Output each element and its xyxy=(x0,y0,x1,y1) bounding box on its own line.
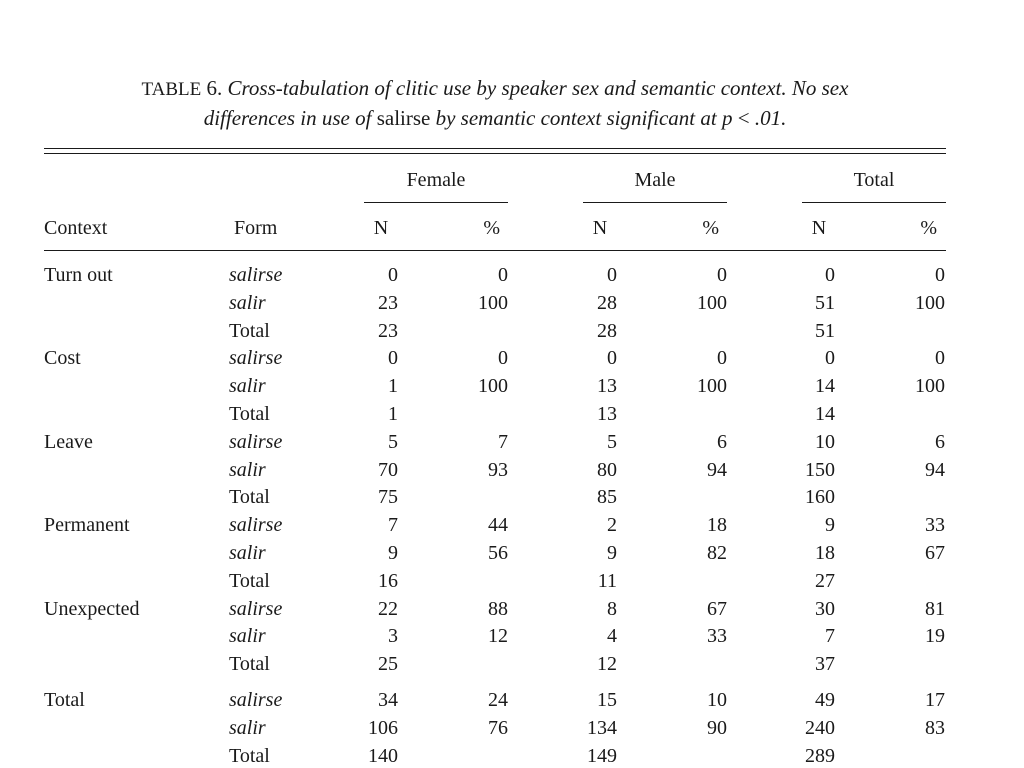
group-rule-male xyxy=(583,202,727,203)
cell-female-pct: 88 xyxy=(488,597,508,620)
cell-female-pct: 0 xyxy=(498,264,508,286)
cell-total-n: 30 xyxy=(815,597,835,620)
cell-male-pct: 82 xyxy=(707,542,727,564)
cell-form: salirse xyxy=(229,430,283,453)
caption-threshold: .01. xyxy=(754,106,787,130)
cell-total-pct: 0 xyxy=(935,347,945,370)
cell-total-n: 49 xyxy=(815,689,835,711)
cell-male-pct: 67 xyxy=(707,597,727,620)
cell-male-n: 0 xyxy=(607,264,617,286)
cell-male-n: 8 xyxy=(607,597,617,620)
cell-form: salir xyxy=(229,375,266,398)
cell-context: Cost xyxy=(44,347,81,370)
cell-male-n: 11 xyxy=(597,569,617,592)
cell-male-n: 134 xyxy=(587,716,617,739)
cell-female-pct: 100 xyxy=(478,375,508,398)
cell-total-n: 150 xyxy=(805,458,835,481)
cell-female-pct: 76 xyxy=(488,716,508,739)
cell-total-pct: 83 xyxy=(925,716,945,739)
header-rule xyxy=(44,250,946,251)
cell-female-n: 5 xyxy=(388,430,398,453)
cell-total-pct: 100 xyxy=(915,375,945,398)
col-header-n-total: N xyxy=(811,217,827,239)
cell-total-n: 27 xyxy=(815,569,835,592)
cell-total-n: 37 xyxy=(815,653,835,676)
cell-male-n: 85 xyxy=(597,486,617,509)
col-header-n-male: N xyxy=(592,217,608,239)
cell-male-n: 28 xyxy=(597,319,617,342)
cell-male-pct: 94 xyxy=(707,458,727,481)
cell-form: salirse xyxy=(229,264,283,286)
cell-male-n: 2 xyxy=(607,514,617,537)
cell-total-pct: 6 xyxy=(935,430,945,453)
cell-male-n: 0 xyxy=(607,347,617,370)
col-header-pct-total: % xyxy=(920,217,937,239)
group-rule-total xyxy=(802,202,946,203)
cell-female-pct: 93 xyxy=(488,458,508,481)
cell-total-n: 10 xyxy=(815,430,835,453)
cell-total-pct: 19 xyxy=(925,625,945,648)
caption-p: p xyxy=(721,106,733,130)
cell-total-pct: 100 xyxy=(915,291,945,314)
caption-text-2: differences in use of xyxy=(203,106,372,130)
cell-male-pct: 33 xyxy=(707,625,727,648)
cell-male-pct: 10 xyxy=(707,689,727,711)
cell-total-pct: 17 xyxy=(925,689,945,711)
cell-form: Total xyxy=(229,486,270,509)
cell-male-pct: 18 xyxy=(707,514,727,537)
cell-male-n: 28 xyxy=(597,291,617,314)
col-header-context: Context xyxy=(44,217,108,239)
cell-form: Total xyxy=(229,744,270,767)
cell-form: Total xyxy=(229,569,270,592)
cell-male-n: 80 xyxy=(597,458,617,481)
col-header-pct-female: % xyxy=(483,217,500,239)
cell-male-pct: 0 xyxy=(717,347,727,370)
caption-text-1: Cross-tabulation of clitic use by speaker sex and semantic context. No sex xyxy=(227,76,849,100)
cell-total-n: 14 xyxy=(815,375,835,398)
cell-female-n: 0 xyxy=(388,347,398,370)
caption-number: 6. xyxy=(206,76,223,100)
cell-total-pct: 67 xyxy=(925,542,945,564)
cell-male-n: 13 xyxy=(597,375,617,398)
cell-form: salir xyxy=(229,625,266,648)
group-rule-female xyxy=(364,202,508,203)
cell-female-pct: 44 xyxy=(488,514,508,537)
cell-form: Total xyxy=(229,319,270,342)
cell-form: salir xyxy=(229,291,266,314)
cell-female-n: 22 xyxy=(378,597,398,620)
cell-context: Turn out xyxy=(44,264,113,286)
cell-male-n: 13 xyxy=(597,403,617,425)
cell-female-n: 34 xyxy=(378,689,398,711)
cell-total-n: 18 xyxy=(815,542,835,564)
cell-female-n: 106 xyxy=(368,716,398,739)
cell-female-pct: 7 xyxy=(498,430,508,453)
cell-total-pct: 81 xyxy=(925,597,945,620)
cell-total-n: 160 xyxy=(805,486,835,509)
cell-form: salirse xyxy=(229,347,283,370)
cell-female-n: 140 xyxy=(368,744,398,767)
group-header-male: Male xyxy=(634,169,676,191)
caption-text-3: by semantic context significant at xyxy=(435,106,717,130)
cell-female-n: 25 xyxy=(378,653,398,676)
cell-female-n: 9 xyxy=(388,542,398,564)
cell-male-n: 4 xyxy=(607,625,617,648)
cell-female-n: 23 xyxy=(378,319,398,342)
cell-total-n: 0 xyxy=(825,264,835,286)
cell-female-pct: 56 xyxy=(488,542,508,564)
cell-female-n: 7 xyxy=(388,514,398,537)
cell-male-pct: 6 xyxy=(717,430,727,453)
cell-context: Unexpected xyxy=(44,597,140,620)
cell-total-pct: 33 xyxy=(925,514,945,537)
cell-form: salir xyxy=(229,716,266,739)
cell-context: Leave xyxy=(44,430,93,453)
cell-male-n: 12 xyxy=(597,653,617,676)
cell-form: salirse xyxy=(229,689,283,711)
cell-female-pct: 0 xyxy=(498,347,508,370)
cell-female-n: 23 xyxy=(378,291,398,314)
group-header-female: Female xyxy=(406,169,466,191)
cell-total-n: 289 xyxy=(805,744,835,767)
cell-female-pct: 24 xyxy=(488,689,508,711)
cell-female-n: 0 xyxy=(388,264,398,286)
cell-total-n: 9 xyxy=(825,514,835,537)
cell-female-n: 1 xyxy=(388,403,398,425)
cell-female-n: 1 xyxy=(388,375,398,398)
top-rule-2 xyxy=(44,153,946,154)
table-caption xyxy=(44,74,946,132)
cell-form: salir xyxy=(229,542,266,564)
cell-female-n: 70 xyxy=(378,458,398,481)
cell-female-pct: 100 xyxy=(478,291,508,314)
col-header-n-female: N xyxy=(373,217,389,239)
cell-context: Permanent xyxy=(44,514,130,537)
cell-female-pct: 12 xyxy=(488,625,508,648)
col-header-form: Form xyxy=(234,217,278,239)
cell-female-n: 16 xyxy=(378,569,398,592)
cell-male-pct: 0 xyxy=(717,264,727,286)
cell-form: salirse xyxy=(229,514,283,537)
caption-lt: < xyxy=(737,106,750,130)
cell-form: salirse xyxy=(229,597,283,620)
cell-total-pct: 0 xyxy=(935,264,945,286)
cell-total-n: 14 xyxy=(815,403,835,425)
caption-line-1 xyxy=(44,74,946,104)
cell-male-pct: 100 xyxy=(697,291,727,314)
cell-total-pct: 94 xyxy=(925,458,945,481)
caption-line-2 xyxy=(44,104,946,132)
cell-female-n: 75 xyxy=(378,486,398,509)
cell-male-n: 9 xyxy=(607,542,617,564)
cell-form: salir xyxy=(229,458,266,481)
cell-context: Total xyxy=(44,689,85,711)
cell-total-n: 51 xyxy=(815,291,835,314)
cell-total-n: 51 xyxy=(815,319,835,342)
cell-form: Total xyxy=(229,403,270,425)
top-rule-1 xyxy=(44,148,946,149)
cell-male-n: 15 xyxy=(597,689,617,711)
caption-word: salirse xyxy=(376,106,431,130)
col-header-pct-male: % xyxy=(702,217,719,239)
cell-total-n: 240 xyxy=(805,716,835,739)
caption-label: TABLE xyxy=(141,79,202,100)
cell-form: Total xyxy=(229,653,270,676)
cell-male-pct: 90 xyxy=(707,716,727,739)
cell-total-n: 0 xyxy=(825,347,835,370)
cell-female-n: 3 xyxy=(388,625,398,648)
cell-male-n: 149 xyxy=(587,744,617,767)
cell-total-n: 7 xyxy=(825,625,835,648)
group-header-total: Total xyxy=(853,169,895,191)
cell-male-n: 5 xyxy=(607,430,617,453)
cell-male-pct: 100 xyxy=(697,375,727,398)
